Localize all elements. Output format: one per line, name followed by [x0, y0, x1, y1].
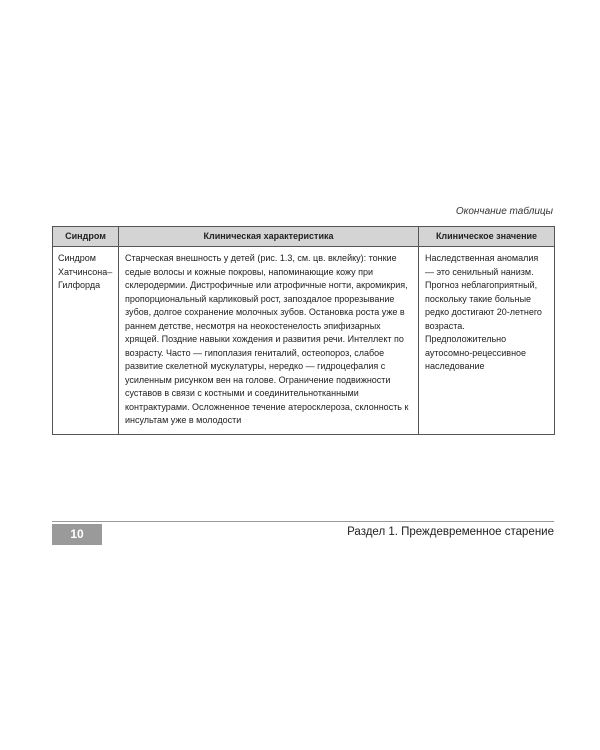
- continuation-note: Окончание таблицы: [455, 206, 553, 217]
- cell-syndrome: [53, 247, 119, 435]
- header-syndrome: Синдром: [53, 227, 119, 247]
- table-header-row: [53, 227, 555, 247]
- header-clinical-significance: Клиническое значение: [419, 227, 555, 247]
- characteristic-text: Старческая внешность у детей (рис. 1.3, см. цв. вклейку): тонкие седые волосы и кожные покровы, напоминающие кожу при склеродермии. Дистрофичные или атрофичные ногти, акромикрия, пропорциональный карликовый рост, запоздалое прорезывание зубов, долгое сохранение молочных зубов. Остановка роста уже в раннем детстве, несмотря на неокостенелость эпифизарных хрящей. Поздние навыки хождения и развития речи. Интеллект по возрасту. Часто — гипоплазия гениталий, остеопороз, слабое развитие скелетной мускулатуры, нередко — гидроцефалия с усиленным рисунком вен на голове. Ограничение подвижности суставов в связи с костными и соединительнотканными контрактурами. Осложненное течение атеросклероза, склонность к инсультам уже в молодости: [125, 253, 409, 425]
- page-number: 10: [52, 524, 102, 545]
- cell-significance: [419, 247, 555, 435]
- significance-text: Наследственная аномалия — это сенильный нанизм. Прогноз неблагоприятный, поскольку такие больные редко достигают 20-летнего возраста. Предположительно аутосомно-рецессивное наследование: [425, 253, 542, 371]
- table-row: [53, 247, 555, 435]
- running-section-title: Раздел 1. Преждевременное старение: [347, 526, 554, 538]
- syndrome-table: [52, 226, 555, 435]
- header-clinical-characteristic: Клиническая характеристика: [119, 227, 419, 247]
- footer-divider: [52, 521, 554, 522]
- syndrome-name: Синдром Хатчинсона–Гилфорда: [58, 253, 113, 290]
- cell-characteristic: [119, 247, 419, 435]
